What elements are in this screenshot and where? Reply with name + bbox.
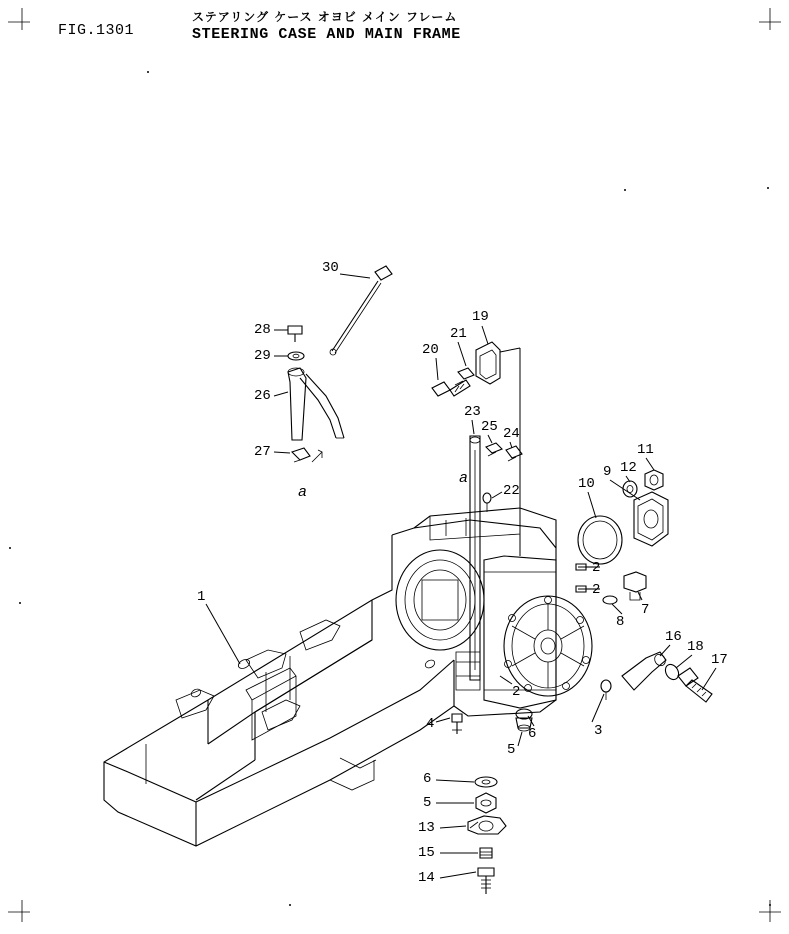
callout-28: 28 bbox=[254, 322, 271, 338]
callout-30: 30 bbox=[322, 260, 339, 276]
callout-7: 7 bbox=[641, 602, 650, 618]
main-frame-body bbox=[104, 520, 556, 846]
callout-24: 24 bbox=[503, 426, 520, 442]
callout-11: 11 bbox=[637, 442, 654, 458]
callout-23: 23 bbox=[464, 404, 481, 420]
part-9-cover bbox=[634, 492, 668, 546]
callout-17: 17 bbox=[711, 652, 728, 668]
callout-26: 26 bbox=[254, 388, 271, 404]
part-23-bar bbox=[470, 436, 480, 680]
callout-15: 15 bbox=[418, 845, 435, 861]
part-27-clip bbox=[292, 448, 310, 462]
callout-13: 13 bbox=[418, 820, 435, 836]
registration-marks bbox=[8, 8, 781, 922]
part-4-bolt bbox=[452, 714, 462, 734]
steering-case-housing bbox=[396, 508, 592, 708]
part-25-bolt bbox=[486, 443, 502, 456]
callout-22: 22 bbox=[503, 483, 520, 499]
part-11-nut bbox=[645, 470, 663, 490]
part-19-bracket bbox=[476, 342, 500, 384]
callout-4: 4 bbox=[426, 716, 435, 732]
part-21-bolt bbox=[455, 368, 474, 385]
callout-2-lower: 2 bbox=[512, 684, 521, 700]
title-english: STEERING CASE AND MAIN FRAME bbox=[192, 26, 461, 43]
callout-6-lower: 6 bbox=[423, 771, 432, 787]
callout-12: 12 bbox=[620, 460, 637, 476]
part-6-washer-lower bbox=[475, 777, 497, 787]
callout-29: 29 bbox=[254, 348, 271, 364]
part-26-breather-tube bbox=[288, 368, 344, 440]
detail-a-arrows bbox=[312, 450, 322, 462]
callout-16: 16 bbox=[665, 629, 682, 645]
title-japanese: ステアリング ケース オヨビ メイン フレーム bbox=[192, 10, 458, 24]
callout-9: 9 bbox=[603, 464, 612, 480]
part-5-nut-lower bbox=[476, 793, 496, 813]
part-10-oring bbox=[578, 516, 622, 564]
callout-25: 25 bbox=[481, 419, 498, 435]
part-30-dipstick bbox=[330, 266, 392, 355]
part-29-washer bbox=[288, 352, 304, 360]
part-22-pin bbox=[483, 493, 491, 512]
callout-19: 19 bbox=[472, 309, 489, 325]
callout-1: 1 bbox=[197, 589, 206, 605]
part-8-washer bbox=[603, 596, 617, 604]
part-20-bolt bbox=[432, 380, 470, 396]
part-12-washer bbox=[623, 481, 637, 497]
callout-27: 27 bbox=[254, 444, 271, 460]
part-28-bolt bbox=[288, 326, 302, 342]
leader-lines bbox=[206, 274, 716, 878]
callout-5-right: 5 bbox=[507, 742, 516, 758]
part-16-bracket bbox=[622, 652, 668, 690]
part-14-bolt-lower bbox=[478, 868, 494, 894]
callout-10: 10 bbox=[578, 476, 595, 492]
figure-number: FIG.1301 bbox=[58, 22, 135, 39]
part-17-bolt bbox=[678, 668, 712, 702]
callout-detail-a-right: a bbox=[459, 470, 469, 487]
callout-3: 3 bbox=[594, 723, 603, 739]
callout-20: 20 bbox=[422, 342, 439, 358]
part-13-clamp bbox=[468, 816, 506, 834]
callout-6-right: 6 bbox=[528, 726, 537, 742]
callout-5-lower: 5 bbox=[423, 795, 432, 811]
part-7-plug bbox=[624, 572, 646, 600]
part-18-washer bbox=[663, 662, 681, 682]
callout-21: 21 bbox=[450, 326, 467, 342]
callout-18: 18 bbox=[687, 639, 704, 655]
callout-2-upper: 2 bbox=[592, 560, 601, 576]
part-15-washer-lower bbox=[480, 848, 492, 858]
callout-detail-a-left: a bbox=[298, 484, 308, 501]
callout-8: 8 bbox=[616, 614, 625, 630]
callout-14: 14 bbox=[418, 870, 435, 886]
callout-2-mid: 2 bbox=[592, 582, 601, 598]
